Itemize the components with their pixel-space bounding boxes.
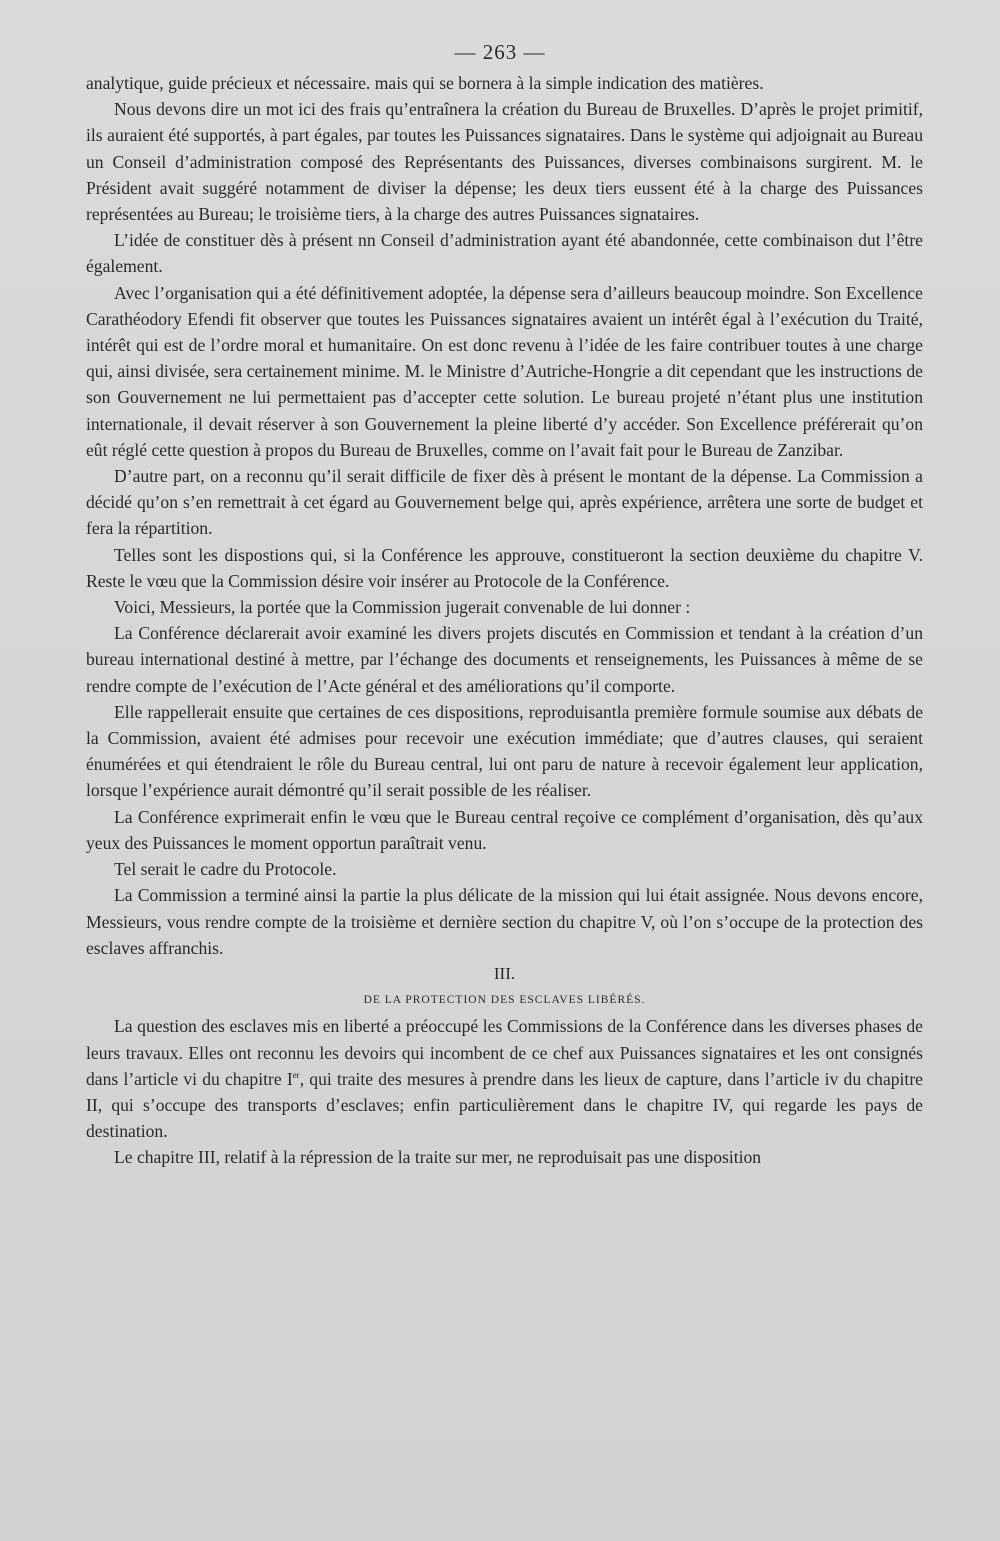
paragraph: analytique, guide précieux et nécessaire. mais qui se bornera à la simple indication des matières. (86, 73, 764, 93)
paragraph: Avec l’organisation qui a été définitivement adoptée, la dépense sera d’ailleurs beaucoup moindre. Son Excellence Carathéodory Efendi fit observer que toutes les Puissances signataires avaient un intérêt égal à l’exécution du Traité, intérêt qui est de l’ordre moral et humanitaire. On est donc revenu à l’idée de les faire contribuer toutes à une charge qui, ainsi divisée, sera certainement minime. M. le Ministre d’Autriche-Hongrie a dit cependant que les instructions de son Gouvernement ne lui permettaient pas d’accepter cette solution. Le bureau projeté n’étant plus une institution internationale, il devait réserver à son Gouvernement la pleine liberté d’y accéder. Son Excellence préférerait qu’on eût réglé cette question à propos du Bureau de Bruxelles, comme on l’avait fait pour le Bureau de Zanzibar. (86, 282, 923, 460)
paragraph: La Commission a terminé ainsi la partie la plus délicate de la mission qui lui était assignée. Nous devons encore, Messieurs, vous rendre compte de la troisième et dernière section du chapitre V, où l’on s’occupe de la protection des esclaves affranchis. (86, 885, 923, 958)
superscript: er (292, 1069, 300, 1080)
paragraph: Tel serait le cadre du Protocole. (114, 859, 337, 880)
section-title: DE LA PROTECTION DES ESCLAVES LIBÉRÉS. (363, 994, 646, 1007)
paragraph-text: La question des esclaves mis en liberté a préoccupé les Commissions de la Conférence dans les diverses phases de leurs travaux. Elles ont reconnu les devoirs qui incombent de ce chef aux Puissances signataires et les ont consignés dans l’article vi du chapitre I (86, 1016, 923, 1089)
paragraph: Le chapitre III, relatif à la répression de la traite sur mer, ne reproduisait pas une disposition (114, 1147, 762, 1168)
body-text (86, 70, 923, 1171)
paragraph: Voici, Messieurs, la portée que la Commission jugerait convenable de lui donner : (114, 597, 691, 618)
paragraph: D’autre part, on a reconnu qu’il serait difficile de fixer dès à présent le montant de la dépense. La Commission a décidé qu’on s’en remettrait à cet égard au Gouvernement belge qui, après expérience, arrêtera une sorte de budget et fera la répartition. (86, 466, 923, 539)
paragraph: La Conférence exprimerait enfin le vœu que le Bureau central reçoive ce complément d’organisation, dès qu’aux yeux des Puissances le moment opportun paraîtrait venu. (86, 806, 923, 853)
paragraph (86, 1013, 923, 1144)
paragraph: Telles sont les dispostions qui, si la Conférence les approuve, constitueront la section deuxième du chapitre V. Reste le vœu que la Commission désire voir insérer au Protocole de la Conférence. (86, 544, 923, 591)
paragraph: La Conférence déclarerait avoir examiné les divers projets discutés en Commission et tendant à la création d’un bureau international destiné à mettre, par l’échange des documents et renseignements, les Puissances à même de se rendre compte de l’exécution de l’Acte général et des améliorations qu’il comporte. (86, 623, 923, 696)
paragraph: Nous devons dire un mot ici des frais qu’entraînera la création du Bureau de Bruxelles. D’après le projet primitif, ils auraient été supportés, à part égales, par toutes les Puissances signataires. Dans le système qui adjoignait au Bureau un Conseil d’administration composé des Représentants des Puissances, diverses combinaisons surgirent. M. le Président avait suggéré notamment de diviser la dépense; les deux tiers eussent été à la charge des Puissances représentées au Bureau; le troisième tiers, à la charge des autres Puissances signataires. (86, 99, 923, 225)
paragraph-text: , qui traite des mesures à prendre dans les lieux de capture, dans l’article iv du chapitre II, qui s’occupe des transports d’esclaves; enfin particulièrement dans le chapitre IV, qui regarde les pays de destination. (86, 1068, 923, 1142)
paragraph: Elle rappellerait ensuite que certaines de ces dispositions, reproduisantla première formule soumise aux débats de la Commission, avaient été admises pour recevoir une exécution immédiate; que d’autres clauses, qui seraient énumérées et qui étendraient le rôle du Bureau central, lui ont paru de nature à recevoir également leur application, lorsque l’expérience aurait démontré qu’il serait possible de les réaliser. (86, 701, 923, 801)
page-number: — 263 — (454, 40, 546, 64)
paragraph: L’idée de constituer dès à présent nn Conseil d’administration ayant été abandonnée, cette combinaison dut l’être également. (86, 230, 923, 277)
section-number: III. (493, 963, 516, 983)
